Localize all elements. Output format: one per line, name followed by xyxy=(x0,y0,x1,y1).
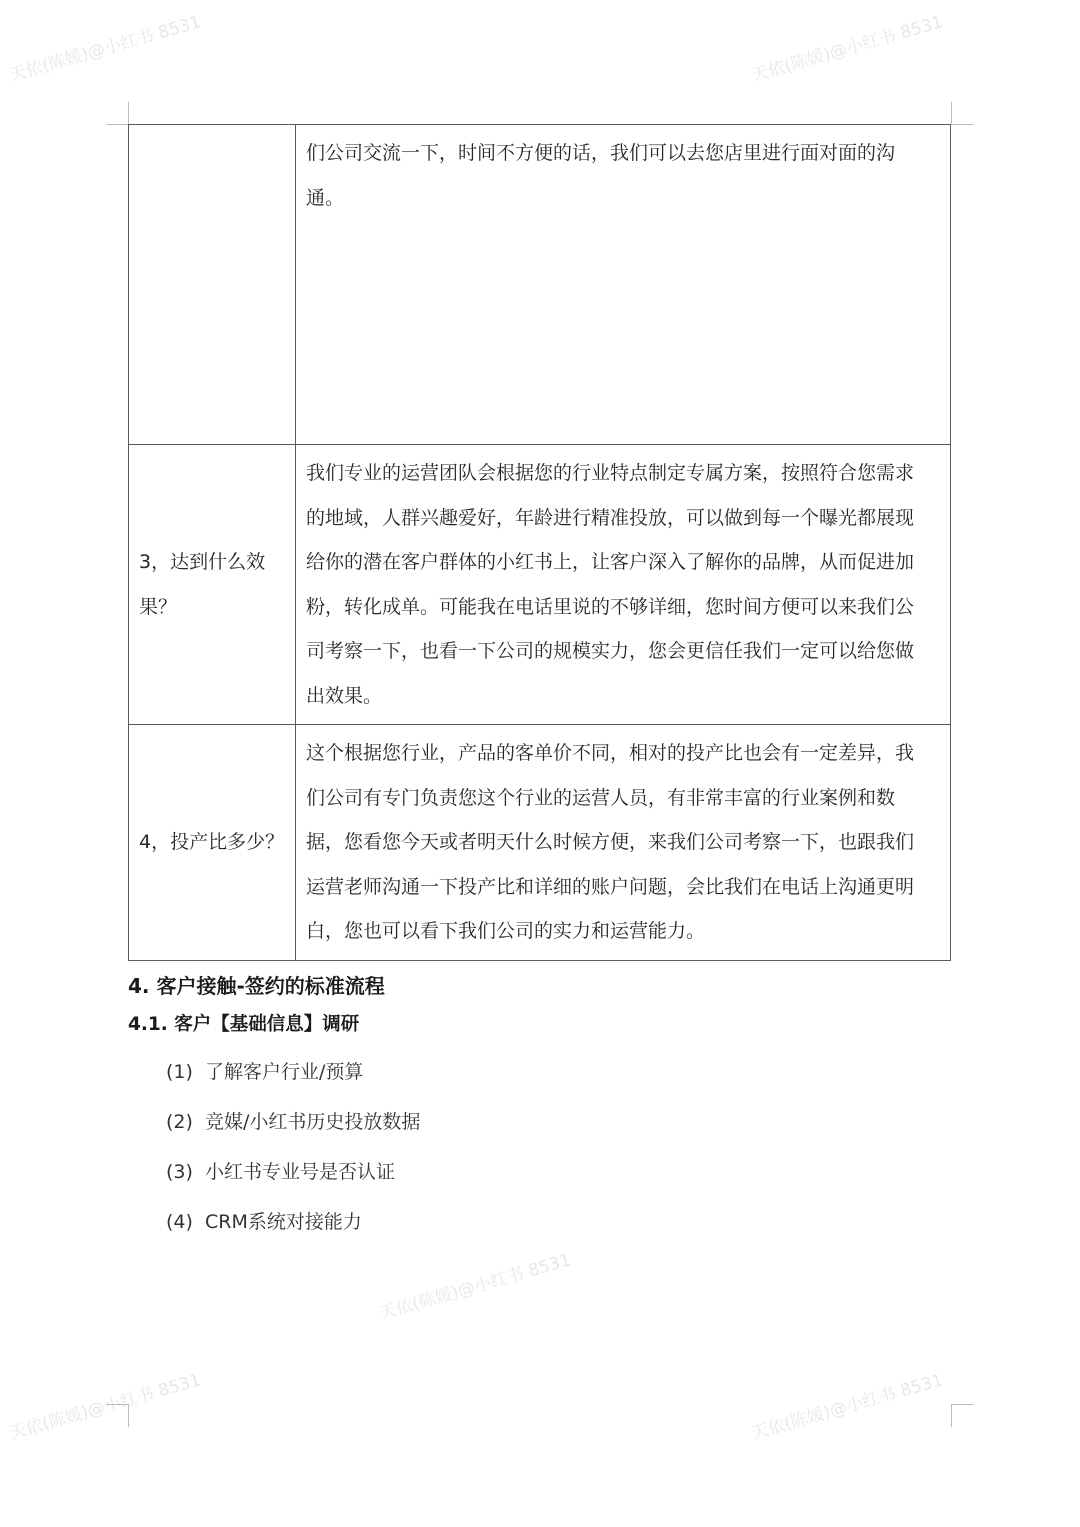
answer-cell: 这个根据您行业，产品的客单价不同，相对的投产比也会有一定差异，我们公司有专门负责您这个行业的运营人员，有非常丰富的行业案例和数据，您看您今天或者明天什么时候方便，来我们公司考察一下，也跟我们运营老师沟通一下投产比和详细的账户问题，会比我们在电话上沟通更明白，您也可以看下我们公司的实力和运营能力。 xyxy=(296,725,951,961)
watermark: 天依(陈媛)@小红书 8531 xyxy=(749,1370,946,1445)
crop-mark-bottom-right xyxy=(951,1404,974,1427)
question-cell: 4，投产比多少？ xyxy=(129,725,296,961)
subsection-heading: 4.1. 客户【基础信息】调研 xyxy=(128,1014,360,1035)
crop-mark-top-left xyxy=(106,102,129,125)
crop-mark-top-right xyxy=(951,102,974,125)
list-item-number: (2) xyxy=(166,1111,193,1133)
section-heading: 4. 客户接触-签约的标准流程 xyxy=(128,974,385,998)
question-cell xyxy=(129,125,296,445)
list-item-number: (4) xyxy=(166,1211,193,1233)
question-cell: 3，达到什么效果？ xyxy=(129,445,296,725)
list-item-number: (1) xyxy=(166,1061,193,1083)
watermark: 天依(陈媛)@小红书 8531 xyxy=(7,12,204,87)
table-row xyxy=(129,725,951,961)
list-item-text: 小红书专业号是否认证 xyxy=(205,1161,396,1183)
list-item xyxy=(166,1157,395,1184)
watermark: 天依(陈媛)@小红书 8531 xyxy=(377,1250,574,1325)
list-item xyxy=(166,1107,420,1134)
list-item-number: (3) xyxy=(166,1161,193,1183)
answer-cell: 们公司交流一下，时间不方便的话，我们可以去您店里进行面对面的沟通。 xyxy=(296,125,951,445)
qa-table xyxy=(128,124,951,961)
watermark: 天依(陈媛)@小红书 8531 xyxy=(749,12,946,87)
answer-cell: 我们专业的运营团队会根据您的行业特点制定专属方案，按照符合您需求的地域，人群兴趣爱好，年龄进行精准投放，可以做到每一个曝光都展现给你的潜在客户群体的小红书上，让客户深入了解你的品牌，从而促进加粉，转化成单。可能我在电话里说的不够详细，您时间方便可以来我们公司考察一下，也看一下公司的规模实力，您会更信任我们一定可以给您做出效果。 xyxy=(296,445,951,725)
watermark: 天依(陈媛)@小红书 8531 xyxy=(7,1370,204,1445)
list-item-text: CRM系统对接能力 xyxy=(205,1211,362,1233)
list-item-text: 了解客户行业/预算 xyxy=(205,1061,364,1083)
table-row xyxy=(129,125,951,445)
table-row xyxy=(129,445,951,725)
list-item-text: 竞媒/小红书历史投放数据 xyxy=(205,1111,421,1133)
list-item xyxy=(166,1207,362,1234)
list-item xyxy=(166,1057,363,1084)
